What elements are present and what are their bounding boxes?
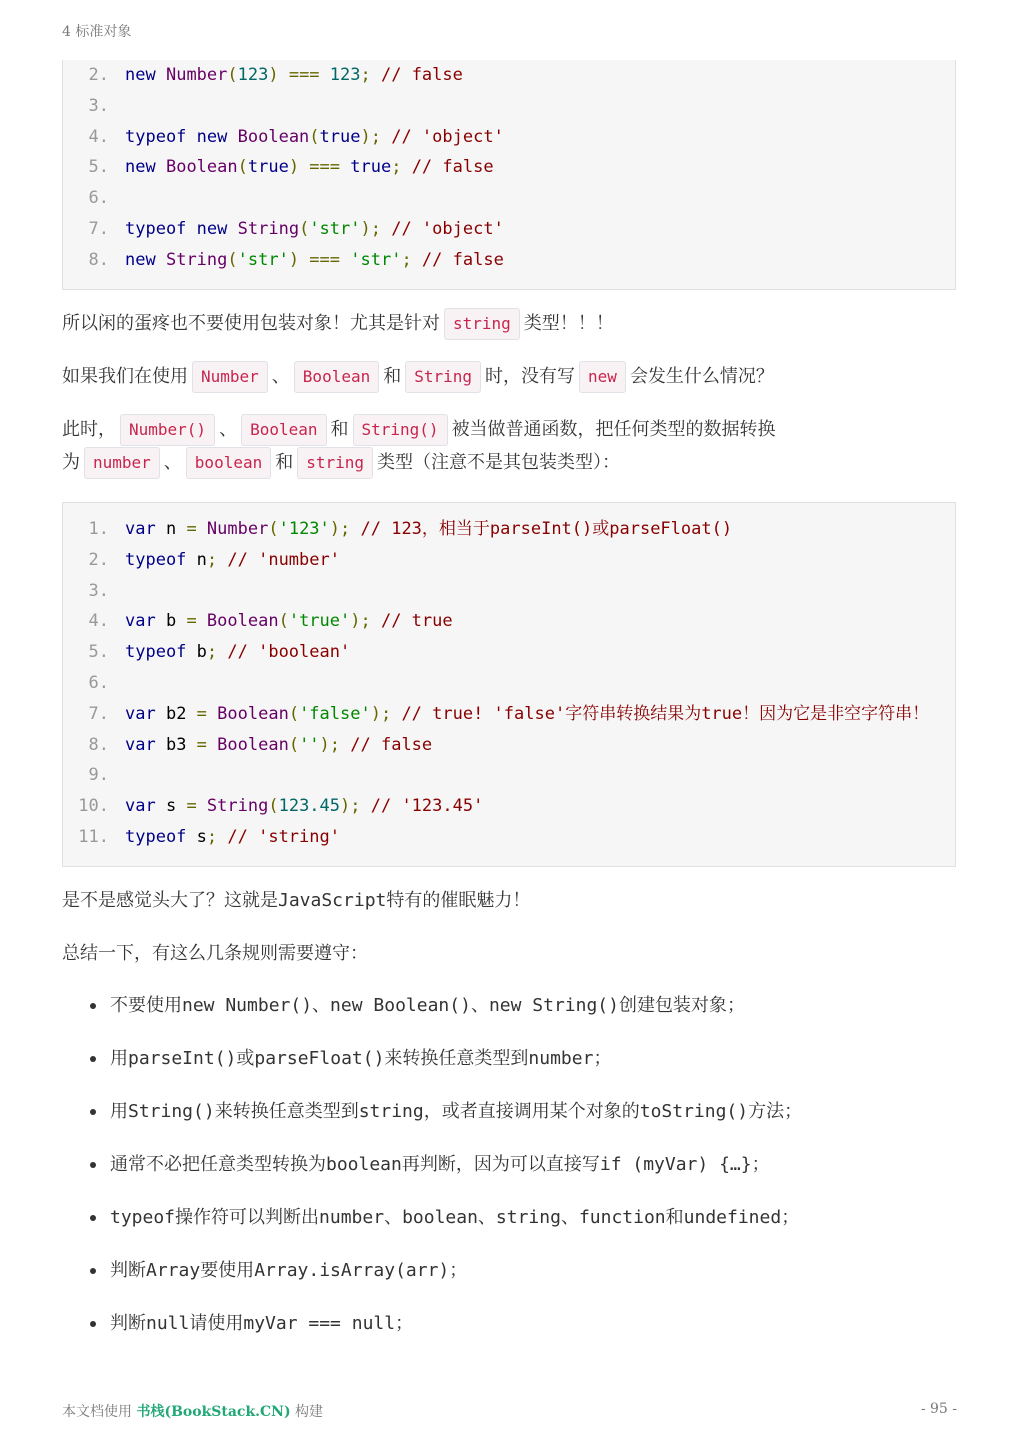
paragraph-avoid-wrapper	[62, 307, 614, 340]
code-content	[125, 825, 340, 849]
code-token: typeof	[125, 549, 187, 570]
inline-code: string	[297, 447, 373, 479]
code-block-conversion	[62, 502, 956, 867]
rule-mono-text: null	[146, 1313, 190, 1334]
line-number: 1.	[88, 519, 109, 539]
para-mono-text: JavaScript	[278, 890, 387, 911]
para-text: 被当做普通函数，把任何类型的数据转换	[451, 419, 776, 440]
bullet-icon	[90, 1003, 96, 1009]
code-token: ) ===	[288, 249, 351, 270]
code-token: 'true'	[288, 611, 351, 632]
code-token: // false	[350, 734, 433, 755]
code-token: n	[186, 549, 207, 570]
code-token: );	[340, 796, 371, 817]
rule-mono-text: if (myVar) {…}	[599, 1154, 752, 1175]
code-token	[156, 157, 166, 177]
rule-plain-text: 判断	[110, 1313, 146, 1334]
rule-plain-text: 来转换任意类型到	[214, 1101, 359, 1122]
rule-plain-text: 用	[110, 1101, 128, 1122]
code-token: ''	[299, 734, 320, 755]
footer-suffix: 构建	[290, 1404, 324, 1420]
rule-mono-text: parseInt()	[128, 1048, 237, 1069]
code-token: // 'boolean'	[227, 642, 351, 663]
rule-mono-text: new String()	[488, 995, 619, 1016]
para-text: 、	[271, 366, 290, 387]
rule-mono-text: Array	[146, 1260, 201, 1281]
rule-plain-text: ；	[781, 1207, 800, 1228]
code-token: // 'string'	[227, 827, 340, 847]
rule-text	[110, 991, 745, 1021]
paragraph-conversion-line1	[62, 413, 776, 446]
para-text: 是不是感觉头大了？这就是	[62, 890, 278, 911]
code-token: ;	[391, 157, 412, 178]
code-token: b2	[155, 703, 197, 724]
code-token: var	[125, 519, 156, 539]
code-content	[125, 217, 504, 241]
code-token: new	[196, 219, 228, 239]
code-token: =	[186, 519, 207, 539]
footer-prefix: 本文档使用	[62, 1404, 137, 1420]
rule-mono-text: myVar === null	[243, 1313, 396, 1334]
rule-text	[110, 1256, 467, 1286]
rule-mono-text: parseFloat()	[254, 1048, 385, 1069]
code-token: =	[186, 796, 207, 817]
code-token: );	[360, 126, 392, 147]
code-token: // true! 'false'字符串转换结果为true！因为它是非空字符串！	[401, 703, 930, 724]
rule-plain-text: 来转换任意类型到	[384, 1048, 529, 1069]
rule-text	[110, 1044, 611, 1074]
rule-plain-text: ，或者直接调用某个对象的	[423, 1101, 640, 1122]
paragraph-without-new	[62, 360, 774, 393]
code-token: var	[125, 734, 156, 755]
code-token: typeof	[125, 126, 187, 147]
inline-code: new	[579, 361, 626, 393]
code-token: );	[319, 734, 351, 755]
code-token: // '123.45'	[370, 796, 484, 817]
code-token: );	[360, 219, 392, 239]
line-number: 7.	[88, 703, 109, 724]
rule-plain-text: ；	[449, 1260, 468, 1281]
rule-mono-text: number	[528, 1048, 594, 1069]
code-token: b	[155, 611, 187, 632]
code-token: =	[196, 703, 218, 724]
inline-code: boolean	[186, 447, 271, 479]
para-text: 、	[219, 419, 238, 440]
line-number: 3.	[88, 580, 109, 601]
code-token: Boolean	[217, 703, 289, 724]
code-token: // 123，相当于parseInt()或parseFloat()	[360, 519, 733, 539]
code-token: Number	[206, 519, 269, 539]
inline-code: Number()	[120, 414, 215, 446]
para-text: 类型（注意不是其包装类型）：	[377, 452, 621, 473]
code-token: // true	[380, 611, 453, 632]
code-token: // 'number'	[227, 549, 340, 570]
code-token: (	[268, 519, 279, 539]
bullet-icon	[90, 1321, 96, 1327]
code-token: Number	[165, 65, 228, 85]
code-token	[186, 219, 196, 239]
paragraph-summary: 总结一下，有这么几条规则需要遵守：	[62, 943, 368, 964]
bullet-icon	[90, 1109, 96, 1115]
code-token: b3	[155, 734, 197, 755]
code-content	[125, 548, 340, 572]
code-token: ;	[401, 249, 422, 270]
inline-code: Number	[192, 361, 268, 393]
line-number: 6.	[88, 188, 109, 209]
code-token: // 'object'	[391, 126, 504, 147]
rule-plain-text: 、	[560, 1207, 579, 1228]
code-token: (	[288, 703, 300, 724]
code-token: s	[155, 796, 187, 817]
bullet-icon	[90, 1162, 96, 1168]
code-token: ;	[360, 65, 381, 85]
line-number: 8.	[88, 734, 109, 755]
rule-mono-text: typeof	[110, 1207, 176, 1228]
code-token: ;	[206, 827, 228, 847]
rule-mono-text: function	[578, 1207, 666, 1228]
bullet-icon	[90, 1268, 96, 1274]
line-number: 7.	[88, 219, 109, 239]
code-token: (	[268, 796, 279, 817]
rule-plain-text: 、	[312, 995, 331, 1016]
rule-text	[110, 1097, 802, 1127]
line-number: 6.	[88, 673, 109, 693]
para-text: 和	[383, 366, 402, 387]
inline-code: string	[444, 308, 520, 340]
rule-plain-text: ；	[593, 1048, 612, 1069]
code-content	[125, 155, 494, 179]
rule-plain-text: 和	[665, 1207, 684, 1228]
code-token: 'str'	[350, 249, 402, 270]
code-token: =	[186, 611, 207, 632]
code-token: String	[237, 219, 300, 239]
code-block-wrapper-types	[62, 60, 956, 290]
code-token: s	[186, 827, 207, 847]
line-number: 2.	[88, 549, 109, 570]
code-token: '123'	[278, 519, 330, 539]
para-text: 特有的催眠魅力！	[386, 890, 531, 911]
line-number: 5.	[88, 642, 109, 663]
code-token: );	[329, 519, 361, 539]
code-token: 'false'	[299, 703, 371, 724]
code-token: ;	[206, 642, 228, 663]
code-content	[125, 517, 732, 541]
code-token: true	[319, 126, 361, 147]
rule-mono-text: new Boolean()	[330, 995, 471, 1016]
rule-plain-text: ；	[751, 1154, 770, 1175]
inline-code: Boolean	[294, 361, 379, 393]
inline-code: String	[405, 361, 481, 393]
page-number: - 95 -	[920, 1401, 957, 1417]
bullet-icon	[90, 1056, 96, 1062]
rule-plain-text: ；	[395, 1313, 414, 1334]
code-token: Boolean	[165, 157, 238, 178]
para-text: 如果我们在使用	[62, 366, 188, 387]
code-token: // false	[411, 157, 494, 178]
code-content	[125, 248, 504, 272]
code-token: ;	[206, 549, 228, 570]
code-token: 123	[237, 65, 269, 85]
para-text: 和	[275, 452, 294, 473]
line-number: 2.	[88, 65, 109, 85]
code-content	[125, 733, 432, 757]
rule-plain-text: 方法；	[748, 1101, 803, 1122]
bullet-icon	[90, 1215, 96, 1221]
rule-plain-text: 用	[110, 1048, 128, 1069]
code-token: // false	[380, 65, 463, 85]
code-content	[125, 702, 929, 726]
rule-plain-text: 要使用	[200, 1260, 255, 1281]
line-number: 11.	[78, 827, 109, 847]
line-number: 9.	[88, 765, 109, 786]
code-token: typeof	[125, 219, 187, 239]
code-token: typeof	[125, 827, 187, 847]
para-text: 此时，	[62, 419, 116, 440]
para-text: 为	[62, 452, 80, 473]
line-number: 3.	[88, 95, 109, 116]
line-number: 4.	[88, 611, 109, 632]
code-token: String	[206, 796, 269, 817]
rule-text	[110, 1309, 413, 1339]
rule-plain-text: 创建包装对象；	[618, 995, 745, 1016]
code-token: new	[125, 249, 156, 270]
code-token: var	[125, 796, 156, 817]
para-text: 时，没有写	[485, 366, 576, 387]
code-token: );	[350, 611, 381, 632]
rule-mono-text: boolean	[402, 1207, 478, 1228]
paragraph-conversion-line2	[62, 446, 620, 479]
inline-code: String()	[353, 414, 448, 446]
code-token: 123	[329, 65, 361, 85]
line-number: 10.	[78, 796, 109, 817]
rule-plain-text: 请使用	[189, 1313, 244, 1334]
para-text: 类型！！！	[523, 313, 614, 334]
code-token: typeof	[125, 642, 187, 663]
rule-plain-text: 通常不必把任意类型转换为	[110, 1154, 326, 1175]
rule-plain-text: 不要使用	[110, 995, 182, 1016]
code-content	[125, 794, 483, 818]
code-token: var	[125, 611, 156, 632]
code-token: Boolean	[217, 734, 289, 755]
code-token: Boolean	[237, 126, 310, 147]
code-token: (	[299, 219, 310, 239]
rule-mono-text: Array.isArray(arr)	[254, 1260, 450, 1281]
line-number: 5.	[88, 157, 109, 178]
footer-link[interactable]: 书栈(BookStack.CN)	[136, 1404, 291, 1420]
code-token: (	[237, 157, 248, 178]
para-text: 和	[330, 419, 349, 440]
rule-plain-text: 再判断，因为可以直接写	[401, 1154, 600, 1175]
code-token	[156, 65, 166, 85]
code-token: ) ===	[268, 65, 330, 85]
inline-code: Boolean	[241, 414, 326, 446]
rule-mono-text: boolean	[326, 1154, 402, 1175]
code-token: );	[370, 703, 402, 724]
rule-text	[110, 1150, 770, 1180]
rule-plain-text: 操作符可以判断出	[175, 1207, 320, 1228]
code-token	[156, 250, 166, 270]
rule-mono-text: undefined	[683, 1207, 782, 1228]
rule-text	[110, 1203, 799, 1233]
code-token: n	[155, 519, 187, 539]
code-token: var	[125, 703, 156, 724]
code-token: new	[125, 157, 156, 178]
code-token	[227, 219, 237, 239]
code-token: (	[278, 611, 289, 632]
inline-code: number	[84, 447, 160, 479]
page-header: 4 标准对象	[62, 24, 132, 40]
para-text: 、	[163, 452, 182, 473]
code-token: true	[350, 157, 392, 178]
line-number: 4.	[88, 126, 109, 147]
code-content	[125, 640, 350, 664]
code-token: // 'object'	[391, 219, 504, 239]
code-content	[125, 63, 463, 87]
rule-mono-text: new Number()	[182, 995, 313, 1016]
code-token: new	[196, 126, 228, 147]
rule-mono-text: number	[319, 1207, 385, 1228]
code-token: (	[309, 126, 320, 147]
line-number: 8.	[88, 249, 109, 270]
code-content	[125, 125, 504, 149]
code-token: (	[227, 65, 238, 85]
code-token: 123.45	[278, 796, 341, 817]
code-token: ) ===	[288, 157, 351, 178]
code-token: 'str'	[237, 249, 289, 270]
rule-mono-text: String()	[128, 1101, 215, 1122]
code-token: (	[227, 249, 238, 270]
code-token: String	[165, 249, 228, 270]
code-token: Boolean	[206, 611, 279, 632]
code-token: 'str'	[309, 219, 361, 239]
rule-mono-text: string	[358, 1101, 424, 1122]
code-token	[227, 127, 237, 147]
rule-plain-text: 、	[477, 1207, 496, 1228]
code-token: new	[125, 65, 156, 85]
code-token: =	[196, 734, 218, 755]
para-text: 所以闲的蛋疼也不要使用包装对象！尤其是针对	[62, 313, 440, 334]
rule-plain-text: 或	[236, 1048, 255, 1069]
paragraph-hypnotic	[62, 884, 530, 917]
para-text: 会发生什么情况？	[629, 366, 774, 387]
code-token	[186, 127, 196, 147]
code-content	[125, 609, 453, 633]
rule-plain-text: 、	[470, 995, 489, 1016]
code-token: // false	[421, 249, 504, 270]
code-token: (	[288, 734, 300, 755]
footer-credit	[62, 1401, 323, 1421]
rule-plain-text: 、	[384, 1207, 403, 1228]
code-token: b	[186, 642, 207, 663]
rule-plain-text: 判断	[110, 1260, 146, 1281]
rule-mono-text: toString()	[639, 1101, 749, 1122]
code-token: true	[247, 157, 289, 178]
rule-mono-text: string	[495, 1207, 561, 1228]
